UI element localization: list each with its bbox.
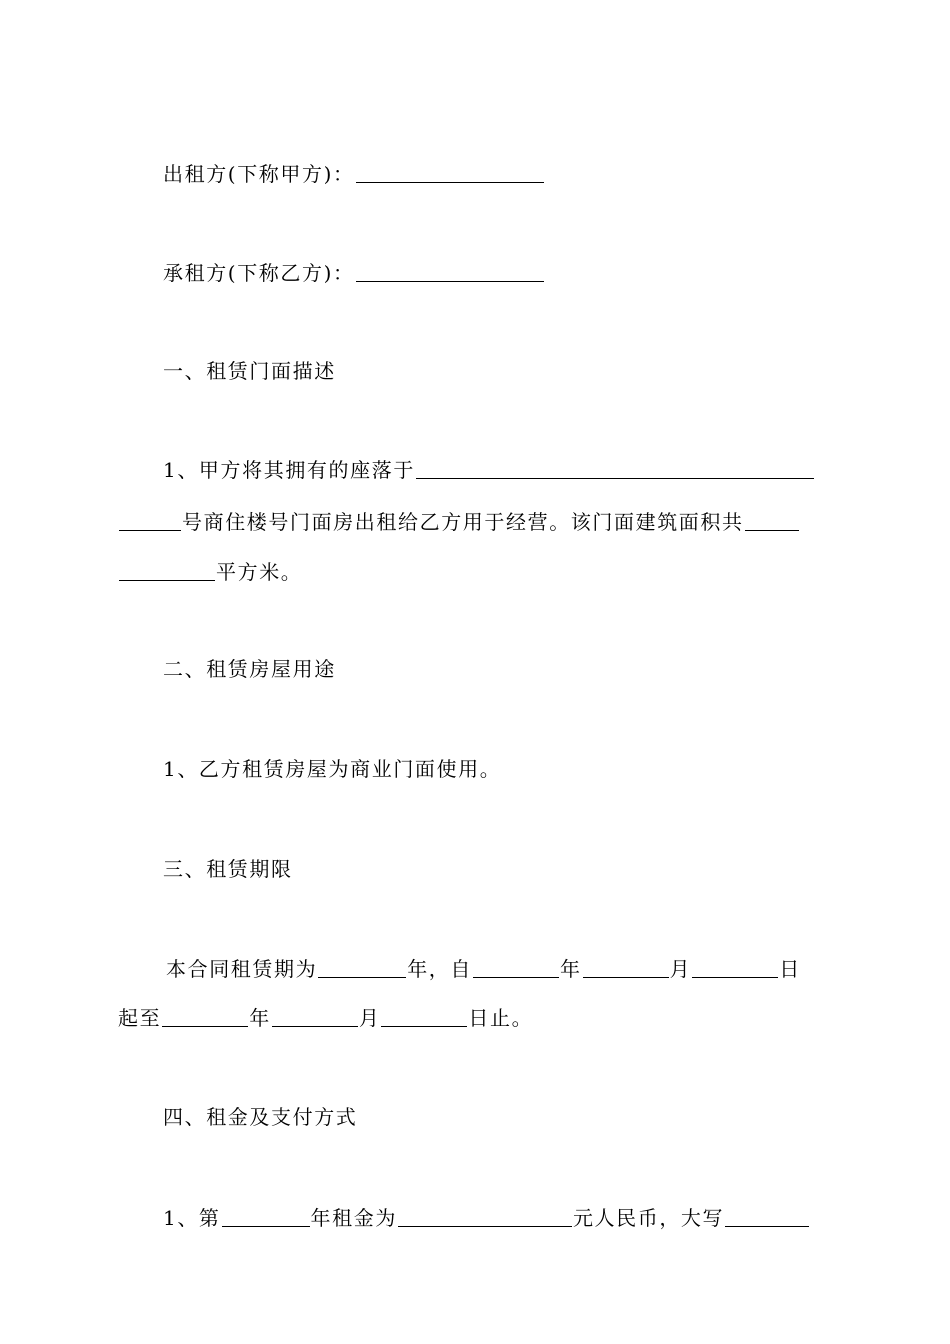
term-year-label-2: 年	[560, 957, 582, 981]
term-text-b: 起至	[118, 1006, 162, 1030]
term-text-a: 本合同租赁期为	[166, 957, 318, 981]
term-month-label-1: 月	[669, 957, 692, 981]
section1-item1-line1	[163, 456, 815, 484]
end-day-blank[interactable]	[381, 1006, 467, 1027]
rent-text-a: 1、第	[163, 1206, 221, 1230]
end-year-blank[interactable]	[162, 1006, 248, 1027]
start-day-blank[interactable]	[692, 957, 778, 978]
section1-heading: 一、租赁门面描述	[163, 359, 336, 383]
section4-heading: 四、租金及支付方式	[163, 1105, 358, 1129]
start-month-blank[interactable]	[583, 957, 669, 978]
rent-amount-blank[interactable]	[398, 1206, 572, 1227]
term-day-label-1: 日	[779, 957, 801, 981]
term-years-blank[interactable]	[318, 957, 406, 978]
term-year-label-3: 年	[249, 1006, 271, 1030]
term-year-label-1: 年，自	[407, 957, 473, 981]
rent-year-blank[interactable]	[222, 1206, 310, 1227]
section3-text-line2	[118, 1004, 533, 1032]
term-end-text: 日止。	[468, 1006, 534, 1030]
start-year-blank[interactable]	[473, 957, 559, 978]
lessee-label: 承租方(下称乙方)：	[163, 261, 355, 285]
section1-item1-text-b: 号商住楼号门面房出租给乙方用于经营。该门面建筑面积共	[182, 510, 744, 534]
section1-item1-line3	[118, 558, 302, 586]
term-month-label-2: 月	[358, 1006, 381, 1030]
area-blank-part1[interactable]	[745, 510, 799, 531]
rent-amount-words-blank[interactable]	[725, 1206, 809, 1227]
section2-heading: 二、租赁房屋用途	[163, 657, 336, 681]
section1-item1-text-a: 1、甲方将其拥有的座落于	[163, 458, 415, 482]
lessee-line	[163, 259, 545, 287]
section1-item1-line2	[118, 508, 800, 536]
section3-heading: 三、租赁期限	[163, 857, 293, 881]
lessor-line	[163, 160, 545, 188]
location-blank[interactable]	[416, 458, 814, 479]
end-month-blank[interactable]	[272, 1006, 358, 1027]
lessee-blank[interactable]	[356, 261, 544, 282]
lessor-label: 出租方(下称甲方)：	[163, 162, 355, 186]
lessor-blank[interactable]	[356, 162, 544, 183]
building-number-blank[interactable]	[119, 510, 181, 531]
area-blank-part2[interactable]	[119, 560, 215, 581]
section4-item1	[163, 1204, 810, 1232]
rent-text-c: 元人民币，大写	[572, 1206, 725, 1230]
section3-text-line1	[166, 955, 801, 983]
rent-text-b: 年租金为	[310, 1206, 397, 1230]
section2-item1: 1、乙方租赁房屋为商业门面使用。	[163, 757, 502, 781]
section1-item1-text-c: 平方米。	[216, 560, 303, 584]
